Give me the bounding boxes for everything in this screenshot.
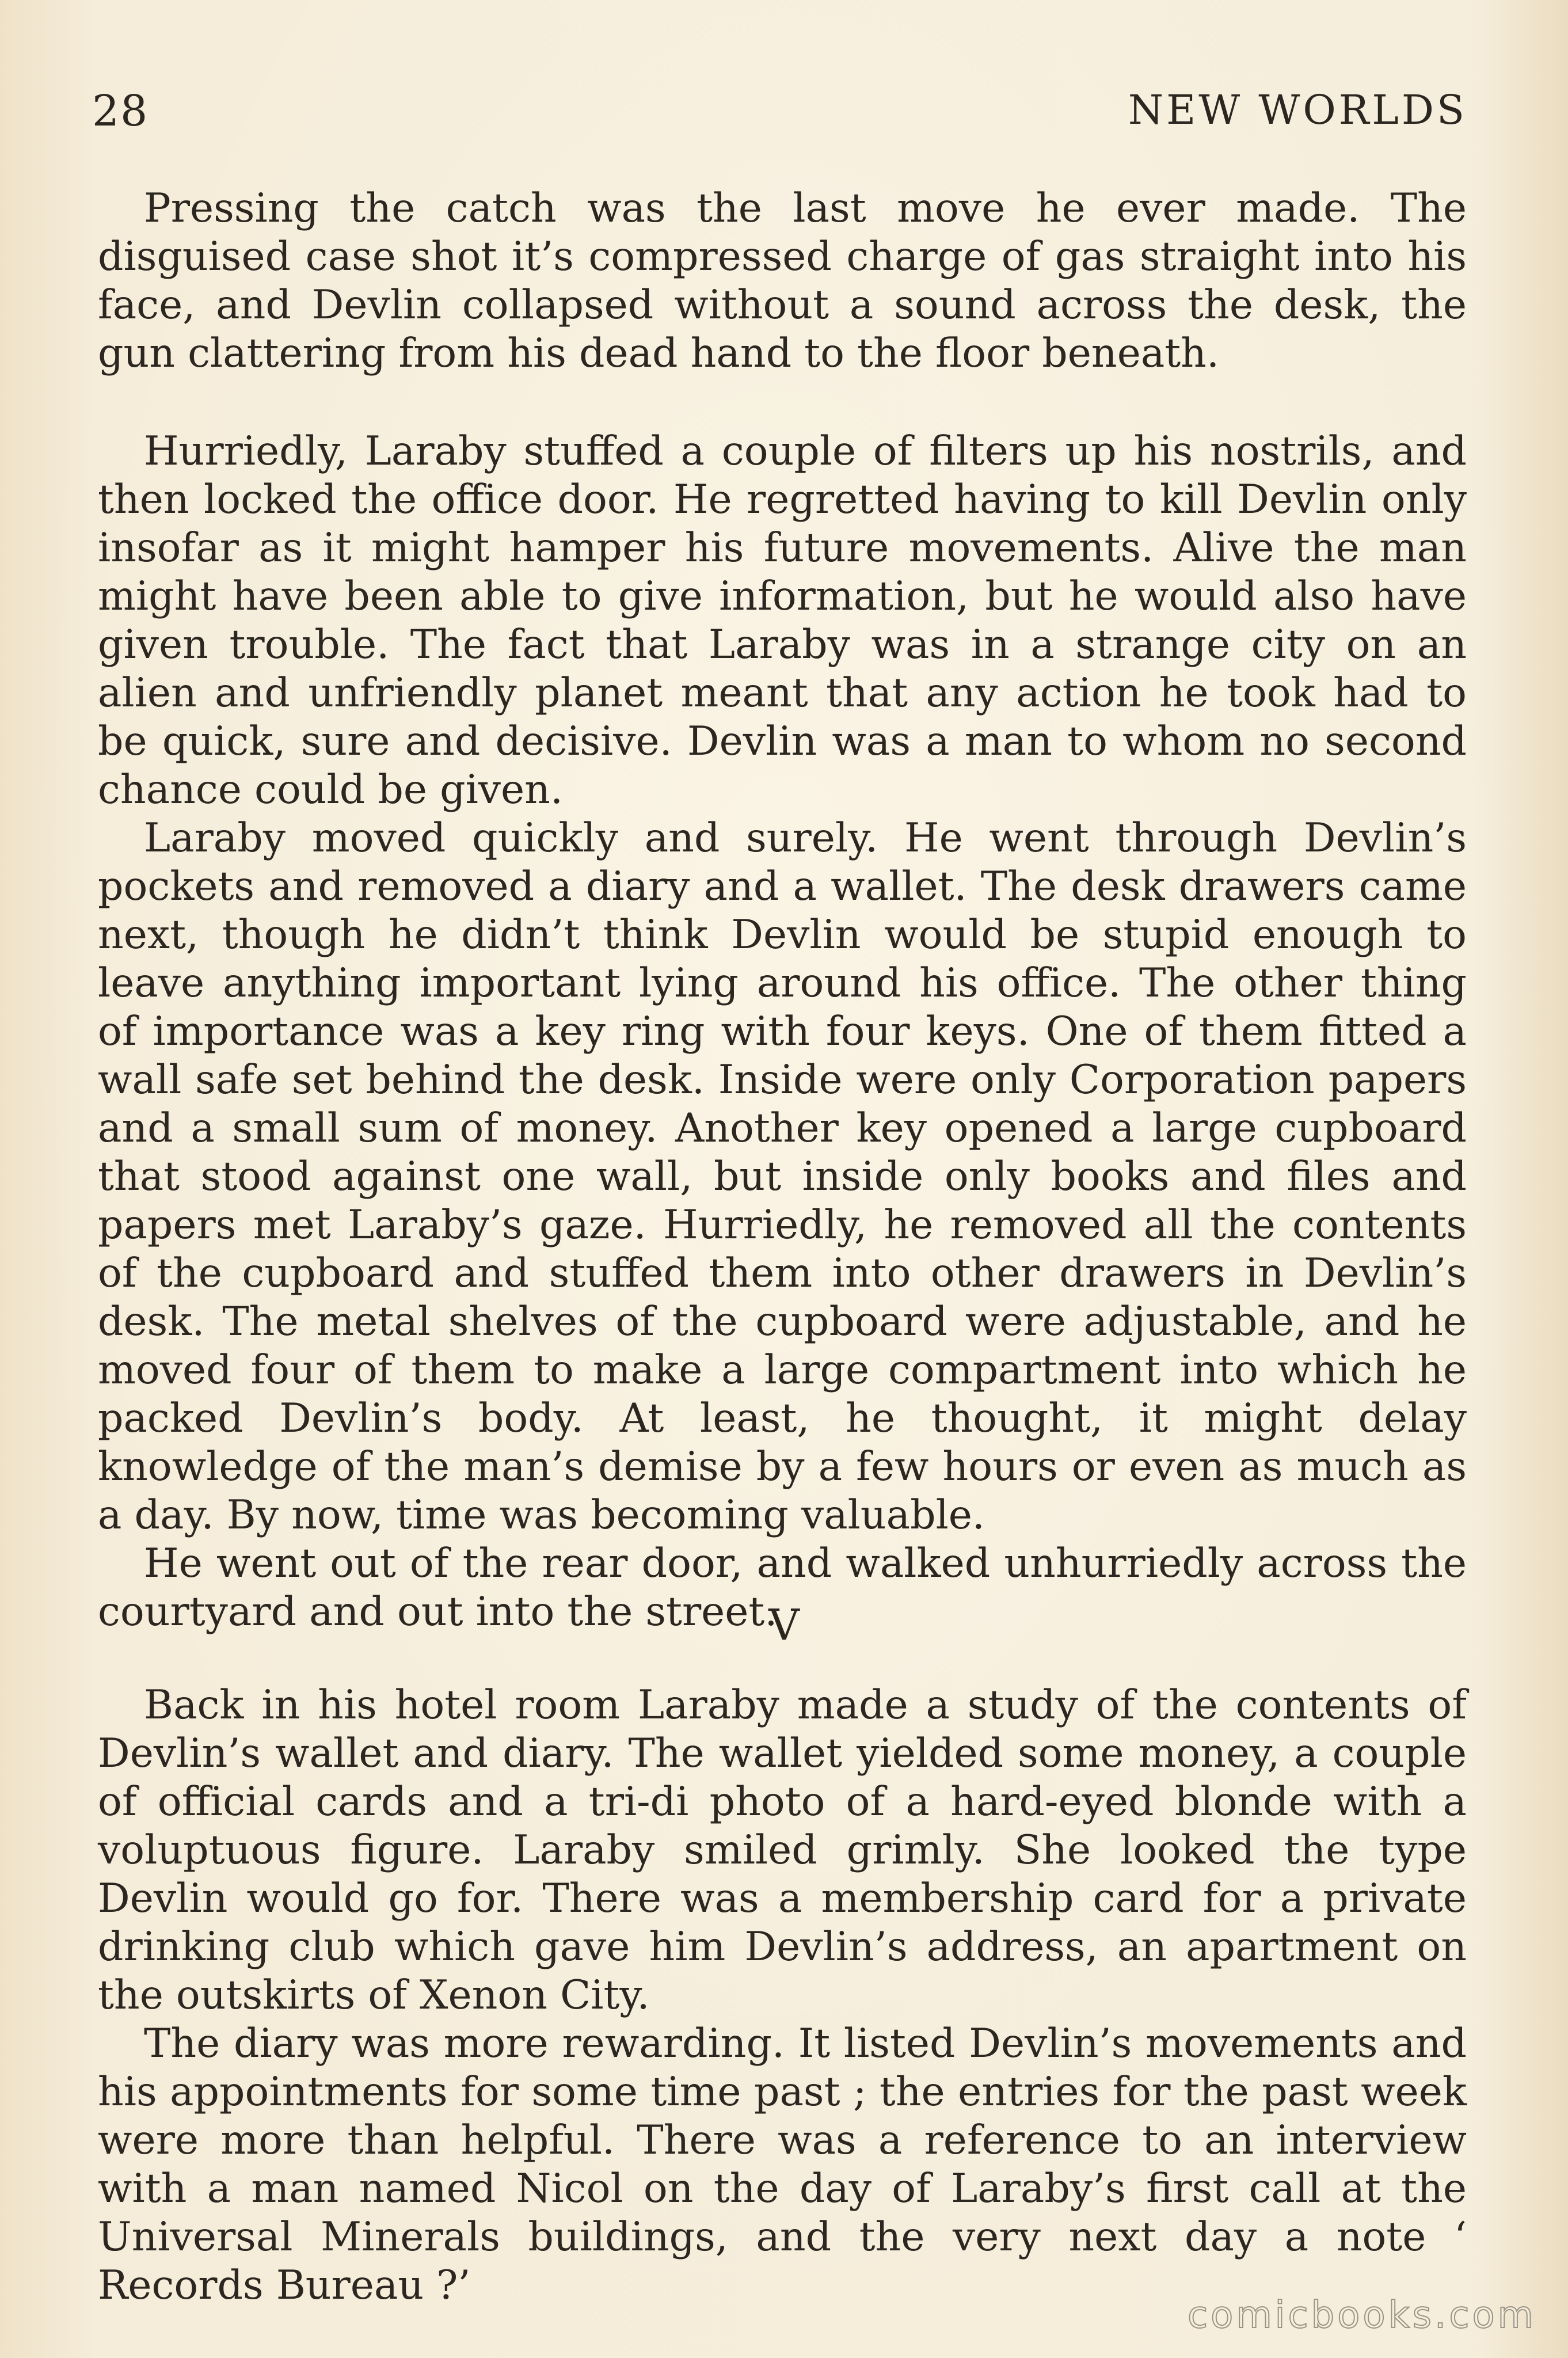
watermark: comicbooks.com	[1187, 2294, 1536, 2337]
paragraph: Back in his hotel room Laraby made a study of the contents of Devlin’s wallet and diary. The wallet yielded some money, a couple of official cards and a tri-di photo of a hard-eyed blonde with a voluptuous figure. Laraby smiled grimly. She looked the type Devlin would go for. There was a membership card for a private drinking club which gave him Devlin’s address, an apartment on the outskirts of Xenon City.	[98, 1682, 1467, 2018]
paragraph-block-hotel	[98, 1681, 1467, 2310]
paragraph: The diary was more rewarding. It listed Devlin’s movements and his appointments for some time past ; the entries for the past week were more than helpful. There was a reference to an interview with a man named Nicol on the day of Laraby’s first call at the Universal Minerals buildings, and the very next day a note ‘ Records Bureau ?’	[98, 2020, 1467, 2308]
paragraph-block-opening	[98, 184, 1467, 378]
section-heading: V	[768, 1600, 800, 1650]
running-head: NEW WORLDS	[1128, 86, 1467, 134]
page-number: 28	[92, 86, 149, 136]
paragraph: He went out of the rear door, and walked unhurriedly across the courtyard and out into the street.	[98, 1540, 1467, 1635]
paragraph-block-office	[98, 427, 1467, 1636]
paragraph: Pressing the catch was the last move he ever made. The disguised case shot it’s compressed charge of gas straight into his face, and Devlin collapsed without a sound across the desk, the gun clattering from his dead hand to the floor beneath.	[98, 185, 1467, 376]
paragraph: Hurriedly, Laraby stuffed a couple of filters up his nostrils, and then locked the office door. He regretted having to kill Devlin only insofar as it might hamper his future movements. Alive the man might have been able to give information, but he would also have given trouble. The fact that Laraby was in a strange city on an alien and unfriendly planet meant that any action he took had to be quick, sure and decisive. Devlin was a man to whom no second chance could be given.	[98, 428, 1467, 813]
paragraph: Laraby moved quickly and surely. He went through Devlin’s pockets and removed a diary and a wallet. The desk drawers came next, though he didn’t think Devlin would be stupid enough to leave anything important lying around his office. The other thing of importance was a key ring with four keys. One of them fitted a wall safe set behind the desk. Inside were only Corporation papers and a small sum of money. Another key opened a large cupboard that stood against one wall, but inside only books and files and papers met Laraby’s gaze. Hurriedly, he removed all the contents of the cupboard and stuffed them into other drawers in Devlin’s desk. The metal shelves of the cupboard were adjustable, and he moved four of them to make a large compartment into which he packed Devlin’s body. At least, he thought, it might delay knowledge of the man’s demise by a few hours or even as much as a day. By now, time was becoming valuable.	[98, 815, 1467, 1538]
page-header	[92, 86, 1467, 150]
